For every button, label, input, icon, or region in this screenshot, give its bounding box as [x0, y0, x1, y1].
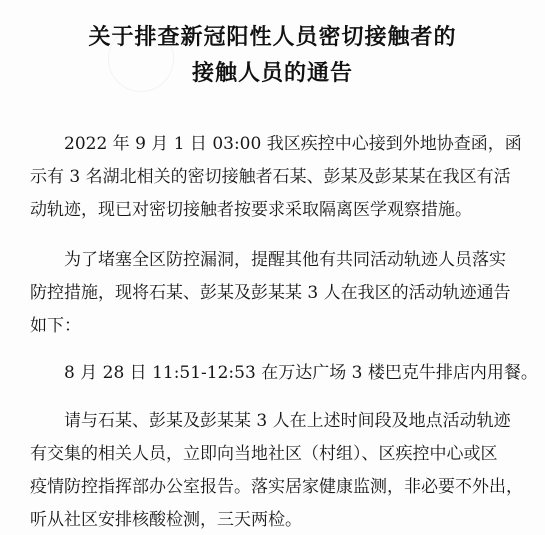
paragraph-2-line-3: 如下： [30, 316, 81, 336]
paragraph-1-line-1: 2022 年 9 月 1 日 03:00 我区疾控中心接到外地协查函，函 [64, 134, 522, 154]
paragraph-4-line-1: 请与石某、彭某及彭某某 3 人在上述时间段及地点活动轨迹 [64, 411, 511, 431]
paragraph-4-line-4: 听从社区安排核酸检测，三天两检。 [30, 510, 302, 530]
paragraph-3-line-1: 8 月 28 日 11:51-12:53 在万达广场 3 楼巴克牛排店内用餐。 [64, 363, 538, 383]
title-line-1: 关于排查新冠阳性人员密切接触者的 [88, 25, 457, 50]
title-line-2: 接触人员的通告 [191, 61, 353, 86]
paragraph-4-line-3: 疫情防控指挥部办公室报告。落实居家健康监测，非必要不外出， [30, 477, 523, 497]
paragraph-1-line-2: 示有 3 名湖北相关的密切接触者石某、彭某及彭某某在我区有活 [30, 167, 511, 187]
paragraph-1-line-3: 动轨迹，现已对密切接触者按要求采取隔离医学观察措施。 [30, 200, 472, 220]
paragraph-2-line-2: 防控措施，现将石某、彭某及彭某某 3 人在我区的活动轨迹通告 [30, 283, 511, 303]
paragraph-4-line-2: 有交集的相关人员，立即向当地社区（村组）、区疾控中心或区 [30, 444, 498, 464]
paragraph-2-line-1: 为了堵塞全区防控漏洞，提醒其他有共同活动轨迹人员落实 [64, 250, 506, 270]
